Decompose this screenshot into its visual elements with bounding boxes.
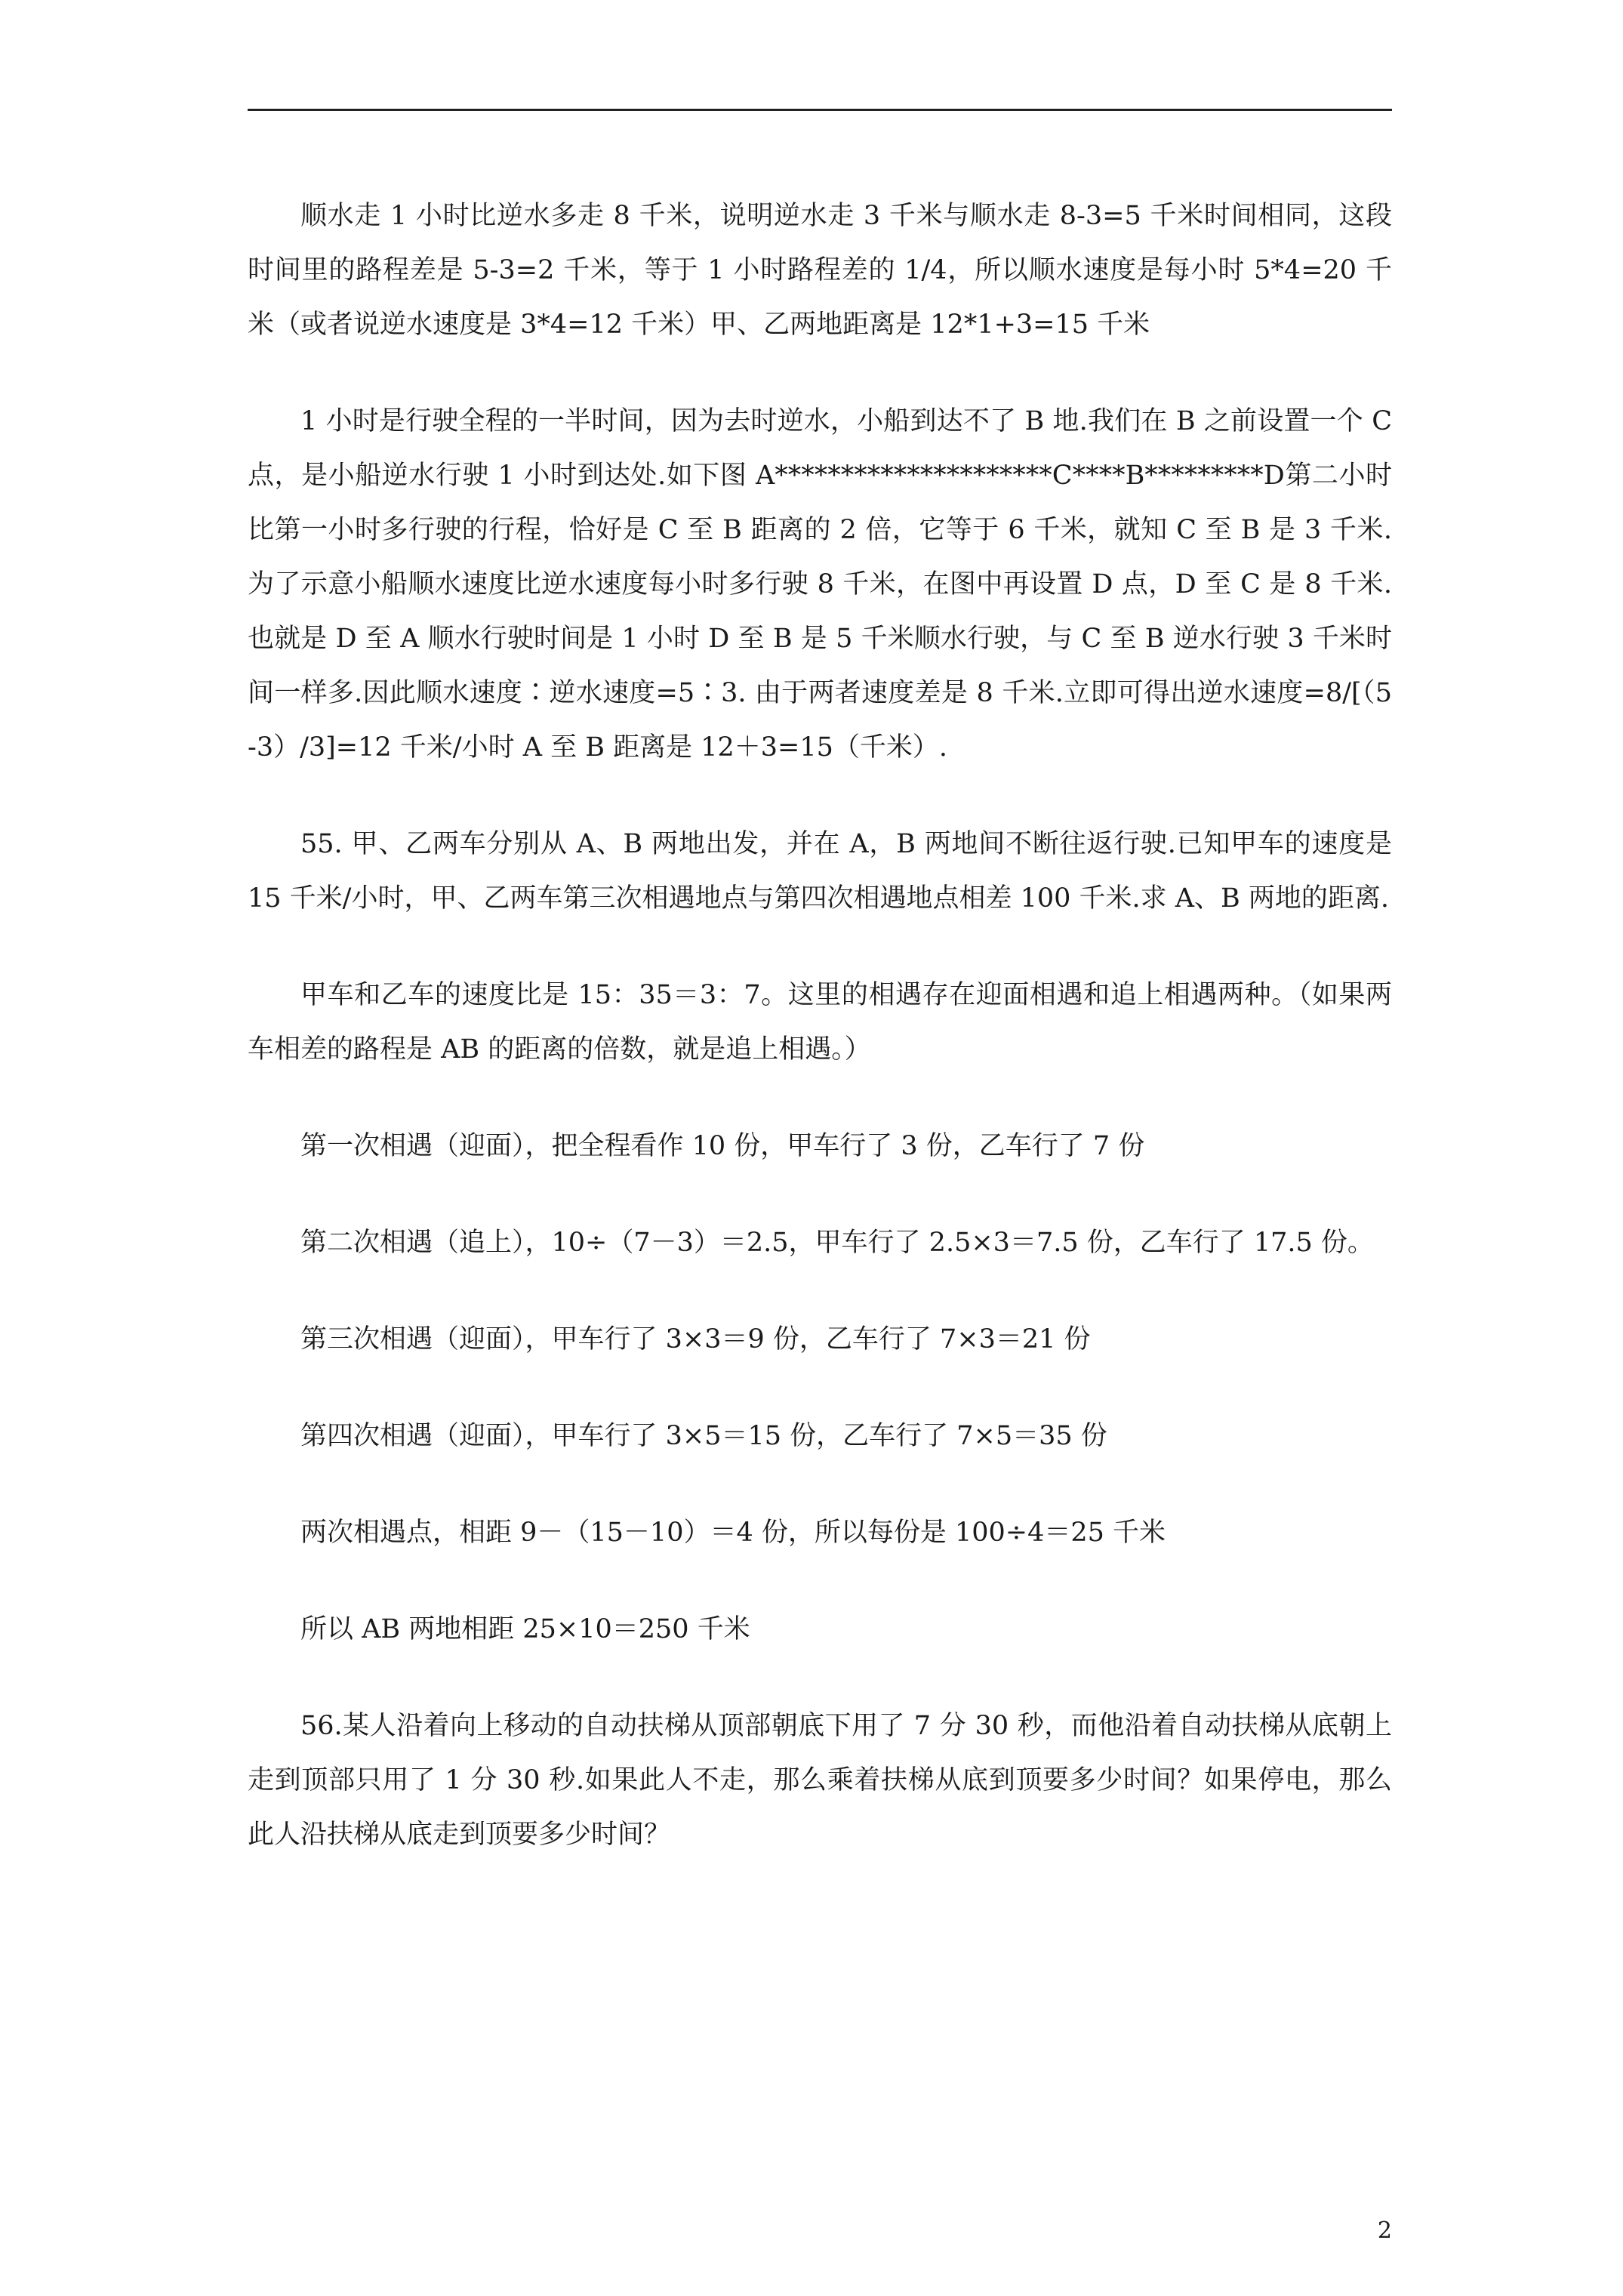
- paragraph-solution-54: 1 小时是行驶全程的一半时间，因为去时逆水，小船到达不了 B 地.我们在 B 之前设置一个 C 点，是小船逆水行驶 1 小时到达处.如下图 A*********************C****B*********D第二小时比第一小时多行驶的行程，恰好是 C 至 B 距离的 2 倍，它等于 6 千米，就知 C 至 B 是 3 千米. 为了示意小船顺水速度比逆水速度每小时多行驶 8 千米，在图中再设置 D 点，D 至 C 是 8 千米.也就是 D 至 A 顺水行驶时间是 1 小时 D 至 B 是 5 千米顺水行驶，与 C 至 B 逆水行驶 3 千米时间一样多.因此顺水速度∶逆水速度=5∶3. 由于两者速度差是 8 千米.立即可得出逆水速度=8/[（5-3）/3]=12 千米/小时 A 至 B 距离是 12＋3=15（千米）.: [248, 406, 1392, 763]
- paragraph-speed-ratio: 甲车和乙车的速度比是 15：35＝3：7。这里的相遇存在迎面相遇和追上相遇两种。（如果两车相差的路程是 AB 的距离的倍数，就是追上相遇。）: [248, 980, 1392, 1065]
- paragraph-second-meeting: 第二次相遇（追上），10÷（7－3）＝2.5，甲车行了 2.5×3＝7.5 份，乙车行了 17.5 份。: [300, 1228, 1374, 1258]
- page-number: 2: [1377, 2217, 1392, 2244]
- paragraph-solution-53: 顺水走 1 小时比逆水多走 8 千米，说明逆水走 3 千米与顺水走 8-3=5 千米时间相同，这段时间里的路程差是 5-3=2 千米，等于 1 小时路程差的 1/4，所以顺水速度是每小时 5*4=20 千米（或者说逆水速度是 3*4=12 千米）甲、乙两地距离是 12*1+3=15 千米: [248, 201, 1392, 340]
- paragraph-problem-56: 56.某人沿着向上移动的自动扶梯从顶部朝底下用了 7 分 30 秒，而他沿着自动扶梯从底朝上走到顶部只用了 1 分 30 秒.如果此人不走，那么乘着扶梯从底到顶要多少时间？如果停电，那么此人沿扶梯从底走到顶要多少时间？: [248, 1711, 1392, 1850]
- paragraph-first-meeting: 第一次相遇（迎面），把全程看作 10 份，甲车行了 3 份，乙车行了 7 份: [300, 1131, 1145, 1161]
- paragraph-problem-55: 55. 甲、乙两车分别从 A、B 两地出发，并在 A，B 两地间不断往返行驶.已知甲车的速度是 15 千米/小时，甲、乙两车第三次相遇地点与第四次相遇地点相差 100 千米.求 A、B 两地的距离.: [248, 829, 1392, 914]
- paragraph-fourth-meeting: 第四次相遇（迎面），甲车行了 3×5＝15 份，乙车行了 7×5＝35 份: [300, 1421, 1107, 1451]
- document-body: [248, 189, 1392, 1904]
- paragraph-ab-distance: 所以 AB 两地相距 25×10＝250 千米: [300, 1614, 750, 1644]
- paragraph-distance-per-part: 两次相遇点，相距 9－（15－10）＝4 份，所以每份是 100÷4＝25 千米: [300, 1518, 1166, 1548]
- header-rule: [248, 109, 1392, 111]
- paragraph-third-meeting: 第三次相遇（迎面），甲车行了 3×3＝9 份，乙车行了 7×3＝21 份: [300, 1324, 1091, 1354]
